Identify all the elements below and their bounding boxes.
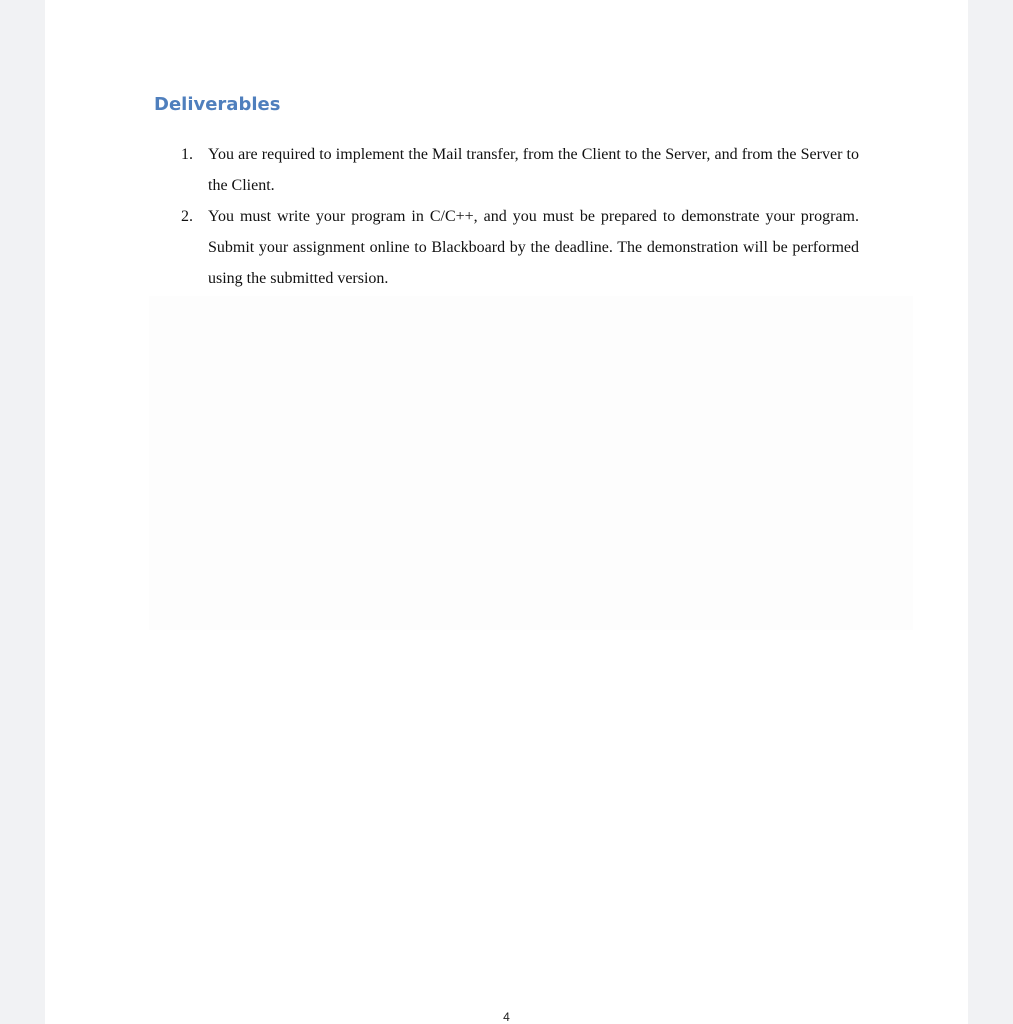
list-item-number: 1. <box>181 146 193 163</box>
deliverables-list <box>177 139 859 294</box>
list-item <box>177 201 859 294</box>
list-item-text: You must write your program in C/C++, and you must be prepared to demonstrate your program. Submit your assignment online to Blackboard by the deadline. The demonstration will be performed using the submitted version. <box>208 208 859 287</box>
section-heading: Deliverables <box>154 94 281 115</box>
document-page <box>45 0 968 1024</box>
list-item <box>177 139 859 201</box>
list-item-text: You are required to implement the Mail transfer, from the Client to the Server, and from the Server to the Client. <box>208 146 859 194</box>
blank-content-area <box>149 296 913 630</box>
page-number: 4 <box>503 1010 510 1024</box>
list-item-number: 2. <box>181 208 193 225</box>
